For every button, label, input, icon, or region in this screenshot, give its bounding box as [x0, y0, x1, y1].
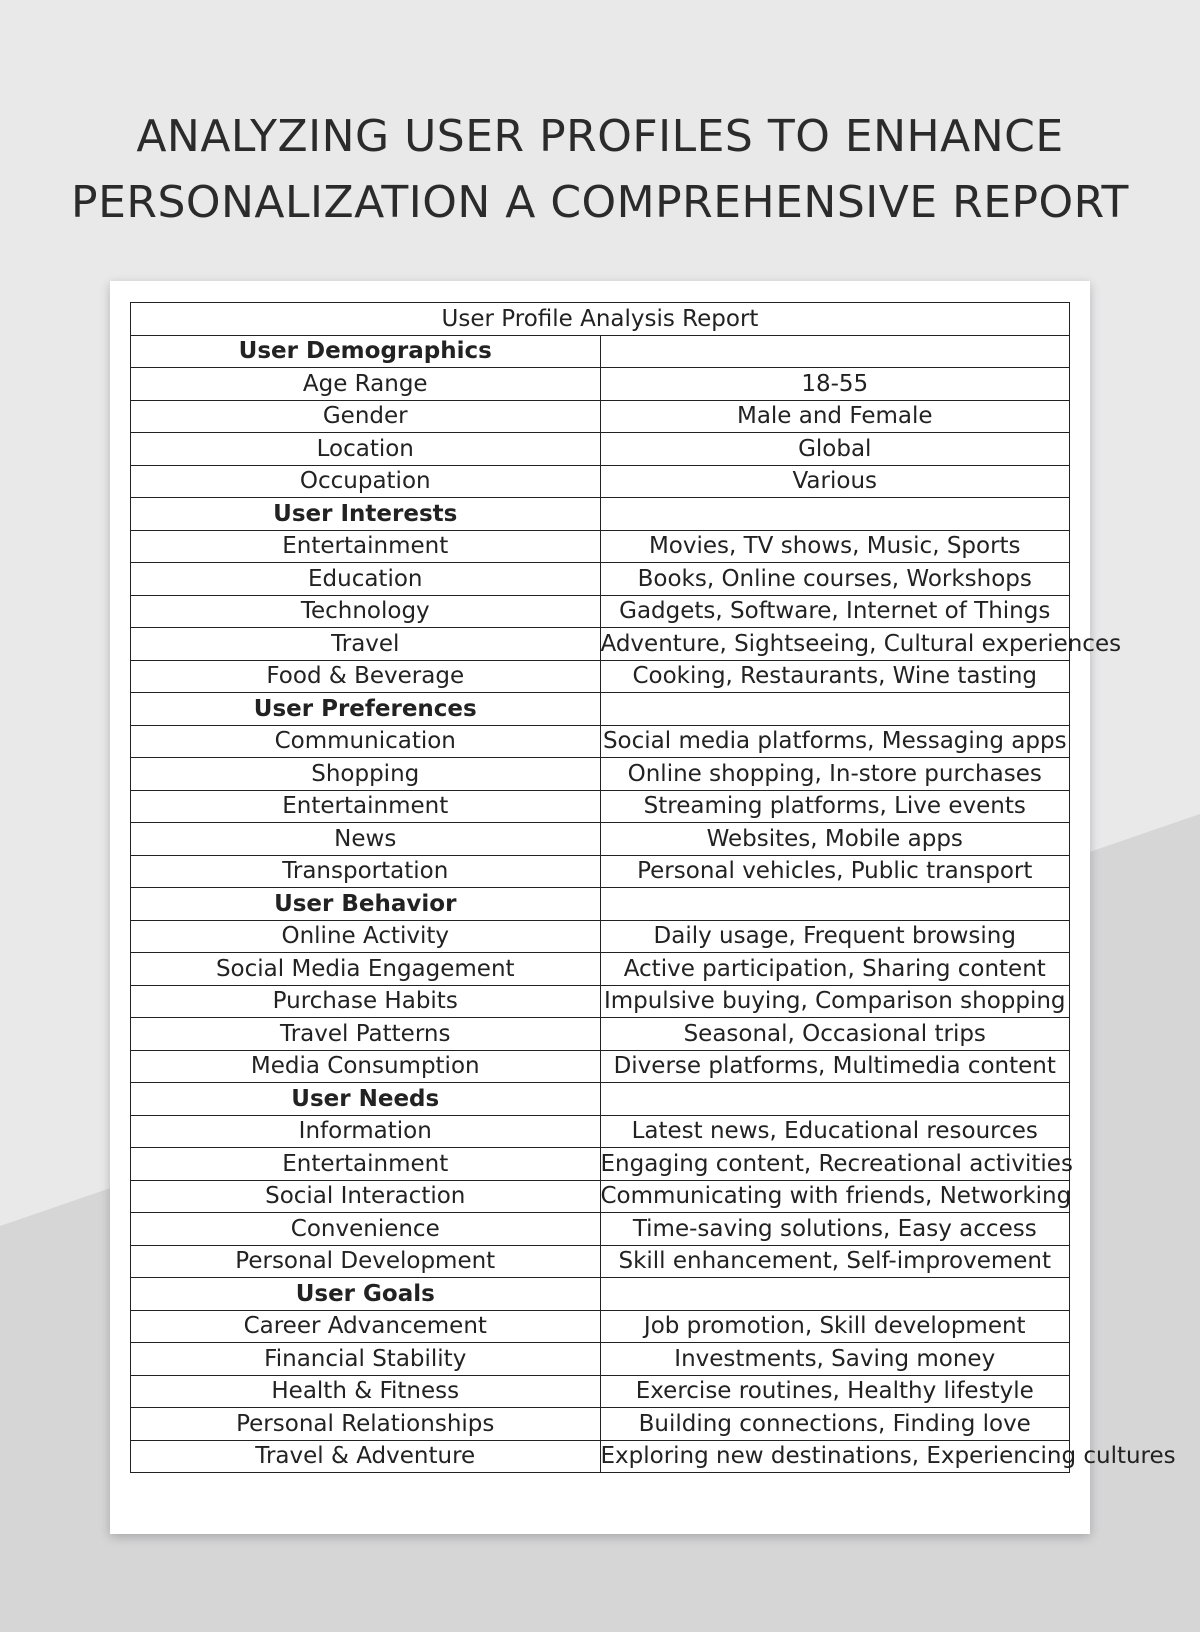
row-value: Diverse platforms, Multimedia content	[600, 1050, 1070, 1083]
row-label: Online Activity	[131, 920, 601, 953]
section-header-row	[131, 1278, 1070, 1311]
section-title: User Preferences	[131, 693, 601, 726]
section-empty-cell	[600, 335, 1070, 368]
row-label: Social Interaction	[131, 1180, 601, 1213]
table-row	[131, 1050, 1070, 1083]
row-label: Information	[131, 1115, 601, 1148]
page-title	[0, 104, 1200, 236]
row-label: Financial Stability	[131, 1343, 601, 1376]
table-row	[131, 660, 1070, 693]
section-title: User Demographics	[131, 335, 601, 368]
row-label: Education	[131, 563, 601, 596]
table-row	[131, 1245, 1070, 1278]
section-empty-cell	[600, 888, 1070, 921]
table-row	[131, 1440, 1070, 1473]
section-header-row	[131, 693, 1070, 726]
section-title: User Goals	[131, 1278, 601, 1311]
row-value: Job promotion, Skill development	[600, 1310, 1070, 1343]
row-value: Personal vehicles, Public transport	[600, 855, 1070, 888]
row-value: Global	[600, 433, 1070, 466]
section-header-row	[131, 498, 1070, 531]
row-value: Various	[600, 465, 1070, 498]
row-value: Latest news, Educational resources	[600, 1115, 1070, 1148]
row-label: Age Range	[131, 368, 601, 401]
table-row	[131, 1343, 1070, 1376]
row-value: Books, Online courses, Workshops	[600, 563, 1070, 596]
row-label: News	[131, 823, 601, 856]
row-value: Communicating with friends, Networking	[600, 1180, 1070, 1213]
table-row	[131, 1408, 1070, 1441]
section-empty-cell	[600, 1083, 1070, 1116]
table-row	[131, 985, 1070, 1018]
row-label: Media Consumption	[131, 1050, 601, 1083]
row-value: Skill enhancement, Self-improvement	[600, 1245, 1070, 1278]
table-row	[131, 953, 1070, 986]
section-empty-cell	[600, 1278, 1070, 1311]
row-label: Travel & Adventure	[131, 1440, 601, 1473]
row-label: Gender	[131, 400, 601, 433]
section-title: User Needs	[131, 1083, 601, 1116]
table-row	[131, 433, 1070, 466]
page-title-line-2: PERSONALIZATION A COMPREHENSIVE REPORT	[71, 177, 1129, 228]
row-label: Convenience	[131, 1213, 601, 1246]
table-row	[131, 368, 1070, 401]
row-label: Travel	[131, 628, 601, 661]
table-row	[131, 920, 1070, 953]
row-value: Social media platforms, Messaging apps	[600, 725, 1070, 758]
section-header-row	[131, 335, 1070, 368]
table-row	[131, 563, 1070, 596]
row-value: Engaging content, Recreational activities	[600, 1148, 1070, 1181]
table-row	[131, 1115, 1070, 1148]
row-value: Cooking, Restaurants, Wine tasting	[600, 660, 1070, 693]
table-row	[131, 465, 1070, 498]
row-label: Technology	[131, 595, 601, 628]
table-row	[131, 758, 1070, 791]
section-empty-cell	[600, 693, 1070, 726]
row-label: Travel Patterns	[131, 1018, 601, 1051]
report-sheet	[110, 281, 1176, 1534]
row-value: Building connections, Finding love	[600, 1408, 1070, 1441]
row-label: Purchase Habits	[131, 985, 601, 1018]
page-title-line-1: ANALYZING USER PROFILES TO ENHANCE	[136, 111, 1064, 162]
section-title: User Behavior	[131, 888, 601, 921]
table-row	[131, 1375, 1070, 1408]
row-value: Seasonal, Occasional trips	[600, 1018, 1070, 1051]
row-value: 18-55	[600, 368, 1070, 401]
report-table	[130, 302, 1176, 1473]
table-row	[131, 1148, 1070, 1181]
row-value: Streaming platforms, Live events	[600, 790, 1070, 823]
row-value: Exercise routines, Healthy lifestyle	[600, 1375, 1070, 1408]
report-table-body	[131, 303, 1176, 1473]
section-header-row	[131, 888, 1070, 921]
row-label: Occupation	[131, 465, 601, 498]
row-label: Personal Relationships	[131, 1408, 601, 1441]
report-heading: User Profile Analysis Report	[131, 303, 1070, 336]
row-label: Personal Development	[131, 1245, 601, 1278]
row-label: Entertainment	[131, 1148, 601, 1181]
row-value: Investments, Saving money	[600, 1343, 1070, 1376]
table-row	[131, 1180, 1070, 1213]
row-label: Location	[131, 433, 601, 466]
row-value: Time-saving solutions, Easy access	[600, 1213, 1070, 1246]
row-value: Gadgets, Software, Internet of Things	[600, 595, 1070, 628]
table-row	[131, 400, 1070, 433]
row-label: Social Media Engagement	[131, 953, 601, 986]
table-row	[131, 855, 1070, 888]
row-label: Entertainment	[131, 530, 601, 563]
row-label: Health & Fitness	[131, 1375, 601, 1408]
row-label: Career Advancement	[131, 1310, 601, 1343]
table-row	[131, 1310, 1070, 1343]
row-label: Food & Beverage	[131, 660, 601, 693]
table-row	[131, 823, 1070, 856]
row-label: Transportation	[131, 855, 601, 888]
table-row	[131, 725, 1070, 758]
row-value: Impulsive buying, Comparison shopping	[600, 985, 1070, 1018]
row-value: Movies, TV shows, Music, Sports	[600, 530, 1070, 563]
table-row	[131, 530, 1070, 563]
section-title: User Interests	[131, 498, 601, 531]
section-header-row	[131, 1083, 1070, 1116]
row-label: Shopping	[131, 758, 601, 791]
row-value: Daily usage, Frequent browsing	[600, 920, 1070, 953]
row-value: Exploring new destinations, Experiencing cultures	[600, 1440, 1070, 1473]
table-row	[131, 595, 1070, 628]
table-row	[131, 790, 1070, 823]
row-value: Adventure, Sightseeing, Cultural experiences	[600, 628, 1070, 661]
table-row	[131, 628, 1070, 661]
row-value: Online shopping, In-store purchases	[600, 758, 1070, 791]
row-label: Communication	[131, 725, 601, 758]
table-row	[131, 1018, 1070, 1051]
row-value: Male and Female	[600, 400, 1070, 433]
row-label: Entertainment	[131, 790, 601, 823]
report-heading-row	[131, 303, 1070, 336]
row-value: Websites, Mobile apps	[600, 823, 1070, 856]
section-empty-cell	[600, 498, 1070, 531]
table-row	[131, 1213, 1070, 1246]
row-value: Active participation, Sharing content	[600, 953, 1070, 986]
